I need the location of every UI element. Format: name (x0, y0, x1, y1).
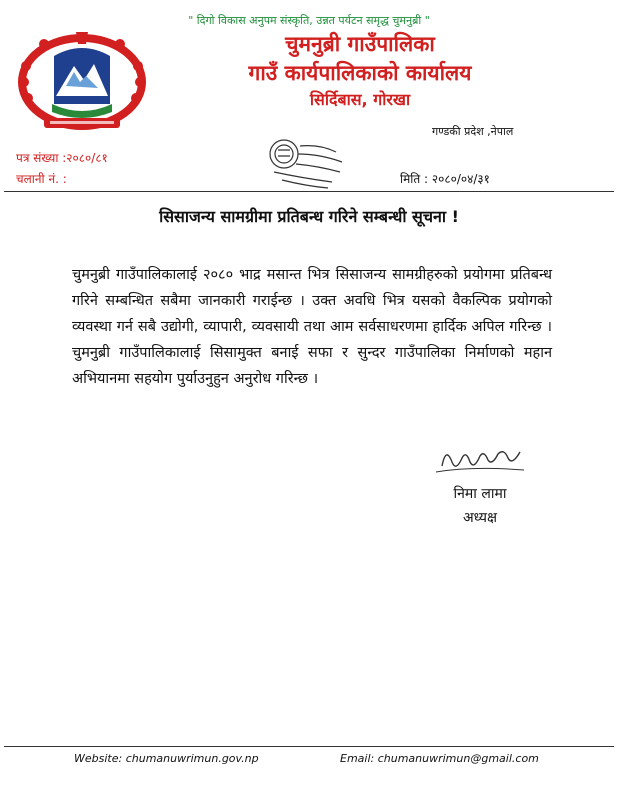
signatory (440, 482, 520, 530)
org-line-2: गाउँ कार्यपालिकाको कार्यालय (248, 61, 472, 85)
province-label: गण्डकी प्रदेश ,नेपाल (432, 125, 514, 138)
notice-body: चुमनुब्री गाउँपालिकालाई २०८० भाद्र मसान्त भित्र सिसाजन्य सामग्रीहरुको प्रयोगमा प्रतिबन्ध गरिने सम्बन्धित सबैमा जानकारी गराईन्छ । उक्त अवधि भित्र यसको वैकल्पिक प्रयोगको व्यवस्था गर्न सबै उद्योगी, व्यापारी, व्यवसायी तथा आम सर्वसाधरणमा हार्दिक अपिल गरिन्छ । चुमनुब्री गाउँपालिकालाई सिसामुक्त बनाई सफा र सुन्दर गाउँपालिका निर्माणको महान अभियानमा सहयोग पुर्याउनुहुन अनुरोध गरिन्छ । (72, 267, 552, 387)
letter-date: मिति : २०८०/०४/३१ (400, 172, 490, 186)
signatory-title: अध्यक्ष (462, 510, 498, 526)
organization-name (200, 30, 520, 112)
handwritten-signature-icon (432, 436, 528, 480)
nepal-emblem-icon (14, 26, 150, 134)
dispatch-number: चलानी नं. : (16, 172, 67, 186)
org-line-1: चुमनुब्री गाउँपालिका (285, 32, 435, 56)
footer-divider (4, 746, 614, 747)
footer-email[interactable]: Email: chumanuwrimun@gmail.com (340, 752, 539, 765)
office-seal-icon (262, 132, 358, 192)
notice-subject: सिसाजन्य सामग्रीमा प्रतिबन्ध गरिने सम्बन्धी सूचना ! (159, 207, 459, 226)
org-line-3: सिर्दिबास, गोरखा (309, 90, 411, 109)
signatory-name: निमा लामा (453, 486, 507, 502)
motto: " दिगो विकास अनुपम संस्कृति, उन्नत पर्यटन समृद्ध चुमनुब्री " (188, 14, 430, 27)
header-divider (4, 191, 614, 192)
footer-website[interactable]: Website: chumanuwrimun.gov.np (74, 752, 259, 765)
letter-number: पत्र संख्या :२०८०/८१ (16, 151, 108, 165)
